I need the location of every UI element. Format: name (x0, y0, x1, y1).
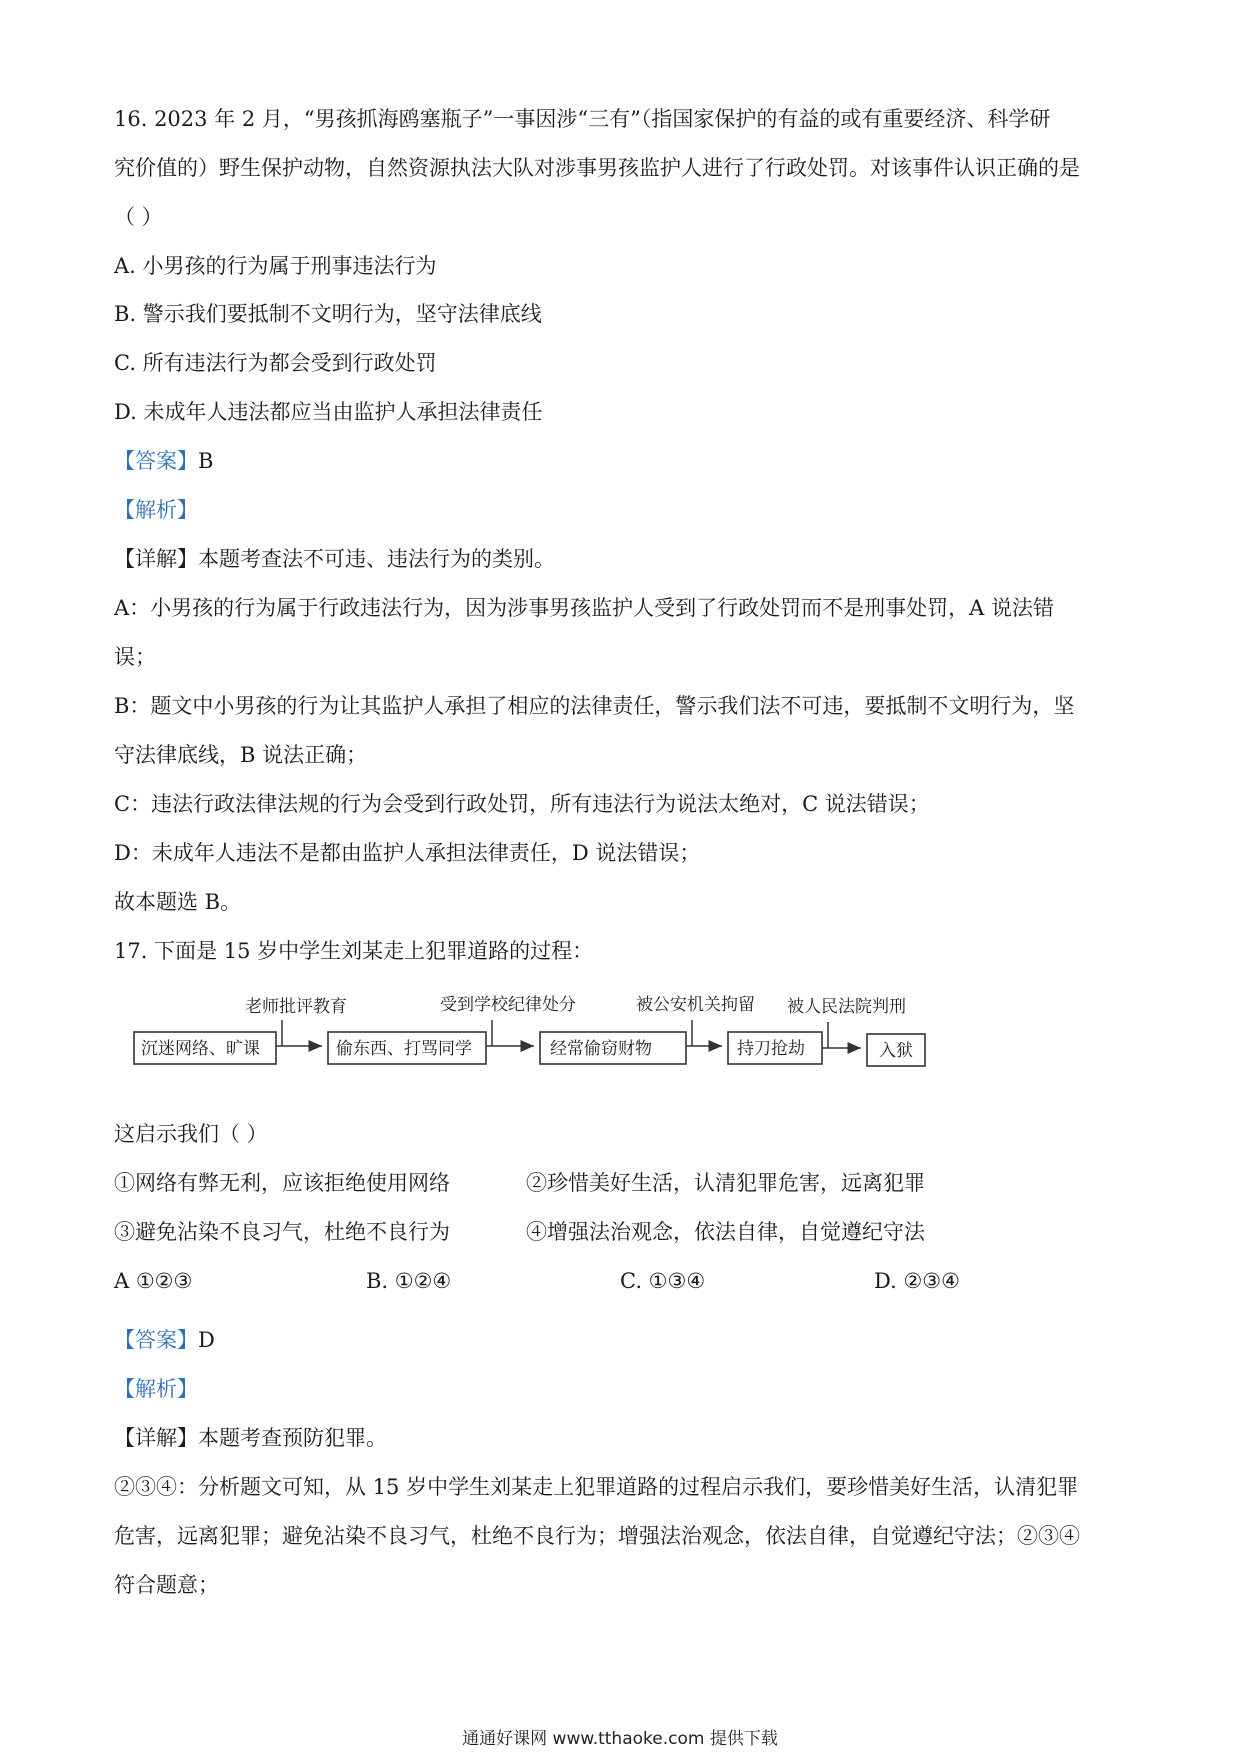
flow-box-3-text: 经常偷窃财物 (550, 1039, 652, 1059)
page-footer: 通通好课网 www.tthaoke.com 提供下载 (462, 1729, 778, 1749)
flow-label-2: 受到学校纪律处分 (440, 995, 576, 1015)
q16-stem-line2: 究价值的）野生保护动物，自然资源执法大队对涉事男孩监护人进行了行政处罚。对该事件认识正确的是 (114, 156, 1080, 180)
q16-exp-b-line1: B：题文中小男孩的行为让其监护人承担了相应的法律责任，警示我们法不可违，要抵制不文明行为，坚 (114, 694, 1075, 718)
q17-analysis-tag: 【解析】 (114, 1377, 198, 1401)
flow-label-1: 老师批评教育 (245, 997, 347, 1017)
q17-choice-c: C. ①③④ (620, 1269, 706, 1293)
q17-statement-3: ③避免沾染不良习气，杜绝不良行为 (114, 1220, 450, 1244)
flow-arrow-2 (486, 1020, 534, 1046)
q16-detail: 【详解】本题考查法不可违、违法行为的类别。 (114, 547, 555, 571)
q16-option-c: C. 所有违法行为都会受到行政处罚 (114, 351, 437, 375)
q16-answer (114, 448, 213, 474)
answer-tag: 【答案】 (114, 1328, 198, 1352)
q17-prompt: 这启示我们（ ） (114, 1122, 268, 1146)
q16-analysis-tag: 【解析】 (114, 498, 198, 522)
q17-statement-4: ④增强法治观念，依法自律，自觉遵纪守法 (526, 1220, 925, 1244)
q16-stem-line1: 16. 2023 年 2 月，“男孩抓海鸥塞瓶子”一事因涉“三有”（指国家保护的有益的或有重要经济、科学研 (114, 107, 1051, 131)
flow-box-2-text: 偷东西、打骂同学 (336, 1039, 472, 1059)
flow-box-5-text: 入狱 (879, 1041, 913, 1061)
q16-exp-d: D：未成年人违法不是都由监护人承担法律责任，D 说法错误； (114, 841, 701, 865)
q17-flow-diagram (132, 988, 952, 1088)
q17-exp-line1: ②③④：分析题文可知，从 15 岁中学生刘某走上犯罪道路的过程启示我们，要珍惜美好生活，认清犯罪 (114, 1475, 1079, 1499)
q16-exp-b-line2: 守法律底线，B 说法正确； (114, 743, 368, 767)
q17-choice-d: D. ②③④ (874, 1269, 960, 1293)
q16-stem-line3: （ ） (114, 205, 163, 229)
flow-arrow-4 (822, 1022, 861, 1048)
q16-option-b: B. 警示我们要抵制不文明行为，坚守法律底线 (114, 302, 542, 326)
q16-exp-a-line2: 误； (114, 645, 156, 669)
q17-statement-2: ②珍惜美好生活，认清犯罪危害，远离犯罪 (526, 1171, 925, 1195)
q17-choice-b: B. ①②④ (366, 1269, 452, 1293)
q16-option-d: D. 未成年人违法都应当由监护人承担法律责任 (114, 400, 543, 424)
flow-arrow-1 (276, 1020, 322, 1046)
q17-choice-a: A ①②③ (114, 1269, 193, 1293)
q16-exp-c: C：违法行政法律法规的行为会受到行政处罚，所有违法行为说法太绝对，C 说法错误； (114, 792, 930, 816)
q17-detail: 【详解】本题考查预防犯罪。 (114, 1426, 387, 1450)
q17-statement-1: ①网络有弊无利，应该拒绝使用网络 (114, 1171, 450, 1195)
q17-stem: 17. 下面是 15 岁中学生刘某走上犯罪道路的过程： (114, 939, 594, 963)
flow-label-4: 被人民法院判刑 (787, 997, 906, 1017)
q17-exp-line2: 危害，远离犯罪；避免沾染不良习气，杜绝不良行为；增强法治观念，依法自律，自觉遵纪守法；②③④ (114, 1524, 1080, 1548)
answer-value: B (198, 449, 214, 473)
flow-box-4-text: 持刀抢劫 (737, 1039, 805, 1059)
answer-value: D (198, 1328, 215, 1352)
flow-box-1-text: 沉迷网络、旷课 (141, 1039, 260, 1059)
flow-arrow-3 (686, 1020, 722, 1046)
q17-answer (114, 1327, 215, 1353)
flow-label-3: 被公安机关拘留 (636, 995, 755, 1015)
q17-exp-line3: 符合题意； (114, 1573, 219, 1597)
q16-exp-a-line1: A：小男孩的行为属于行政违法行为，因为涉事男孩监护人受到了行政处罚而不是刑事处罚，A 说法错 (114, 596, 1055, 620)
q16-option-a: A. 小男孩的行为属于刑事违法行为 (114, 254, 437, 278)
answer-tag: 【答案】 (114, 449, 198, 473)
q16-conclusion: 故本题选 B。 (114, 890, 242, 914)
